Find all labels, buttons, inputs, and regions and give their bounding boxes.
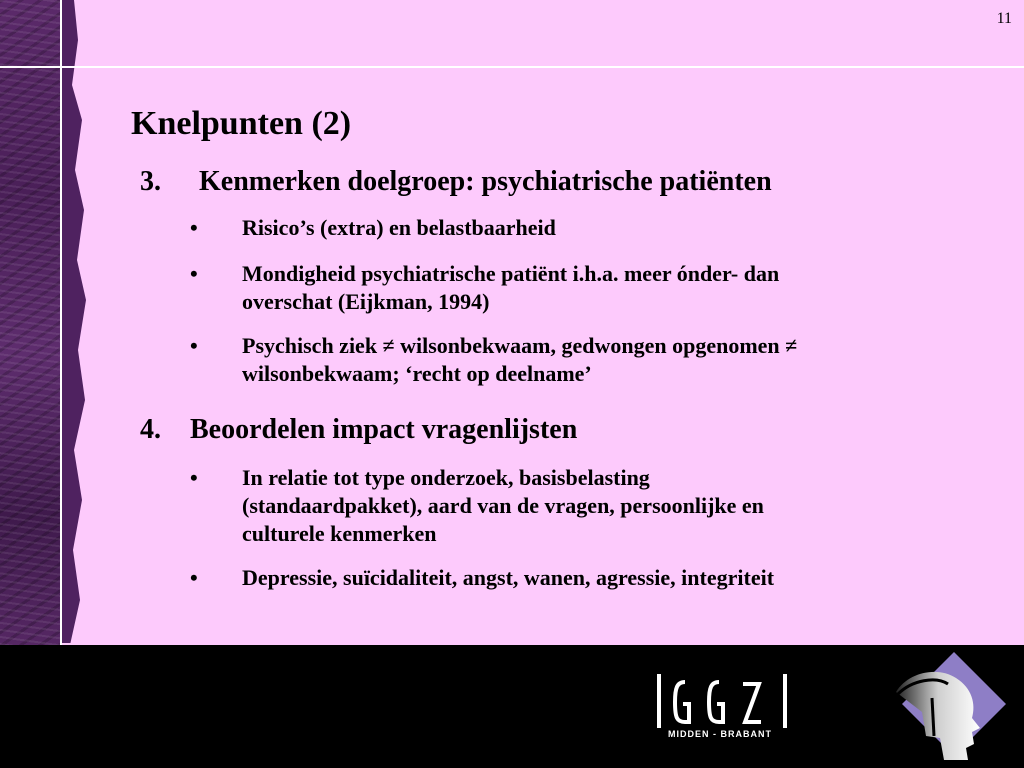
section-number: 4.: [140, 414, 161, 445]
bullet-marker: •: [190, 465, 198, 490]
bullet-marker: •: [190, 215, 198, 240]
section-number: 3.: [140, 166, 161, 197]
footer-divider: [62, 643, 622, 645]
list-item-line: Mondigheid psychiatrische patiënt i.h.a. meer ónder- dan: [242, 261, 780, 286]
head-silhouette-logo: [888, 652, 1006, 764]
list-item-line: Risico’s (extra) en belastbaarheid: [242, 215, 556, 240]
list-item-line: (standaardpakket), aard van de vragen, persoonlijke en: [242, 493, 764, 518]
list-item: [242, 214, 556, 242]
list-item-line: overschat (Eijkman, 1994): [242, 289, 490, 314]
list-item: [242, 564, 774, 592]
page-number: 11: [996, 10, 1012, 27]
list-item-line: Depressie, suïcidaliteit, angst, wanen, agressie, integriteit: [242, 565, 775, 590]
logo-subtitle: MIDDEN - BRABANT: [668, 729, 772, 739]
bullet-marker: •: [190, 565, 198, 590]
section-heading-text: Beoordelen impact vragenlijsten: [190, 414, 578, 445]
list-item-line: culturele kenmerken: [242, 521, 437, 546]
list-item-line: Psychisch ziek ≠ wilsonbekwaam, gedwongen opgenomen ≠: [242, 333, 798, 358]
footer-bar: [0, 645, 1024, 768]
slide-title: Knelpunten (2): [131, 105, 352, 142]
bullet-marker: •: [190, 261, 198, 286]
decorative-purple-band: [0, 0, 62, 645]
torn-paper-edge: [60, 0, 90, 645]
horizontal-divider: [0, 66, 1024, 68]
list-item-line: In relatie tot type onderzoek, basisbelasting: [242, 465, 650, 490]
list-item: [242, 464, 764, 548]
list-item: [242, 260, 779, 316]
bullet-marker: •: [190, 333, 198, 358]
section-heading-text: Kenmerken doelgroep: psychiatrische patiënten: [199, 166, 772, 197]
list-item-line: wilsonbekwaam; ‘recht op deelname’: [242, 361, 592, 386]
list-item: [242, 332, 797, 388]
